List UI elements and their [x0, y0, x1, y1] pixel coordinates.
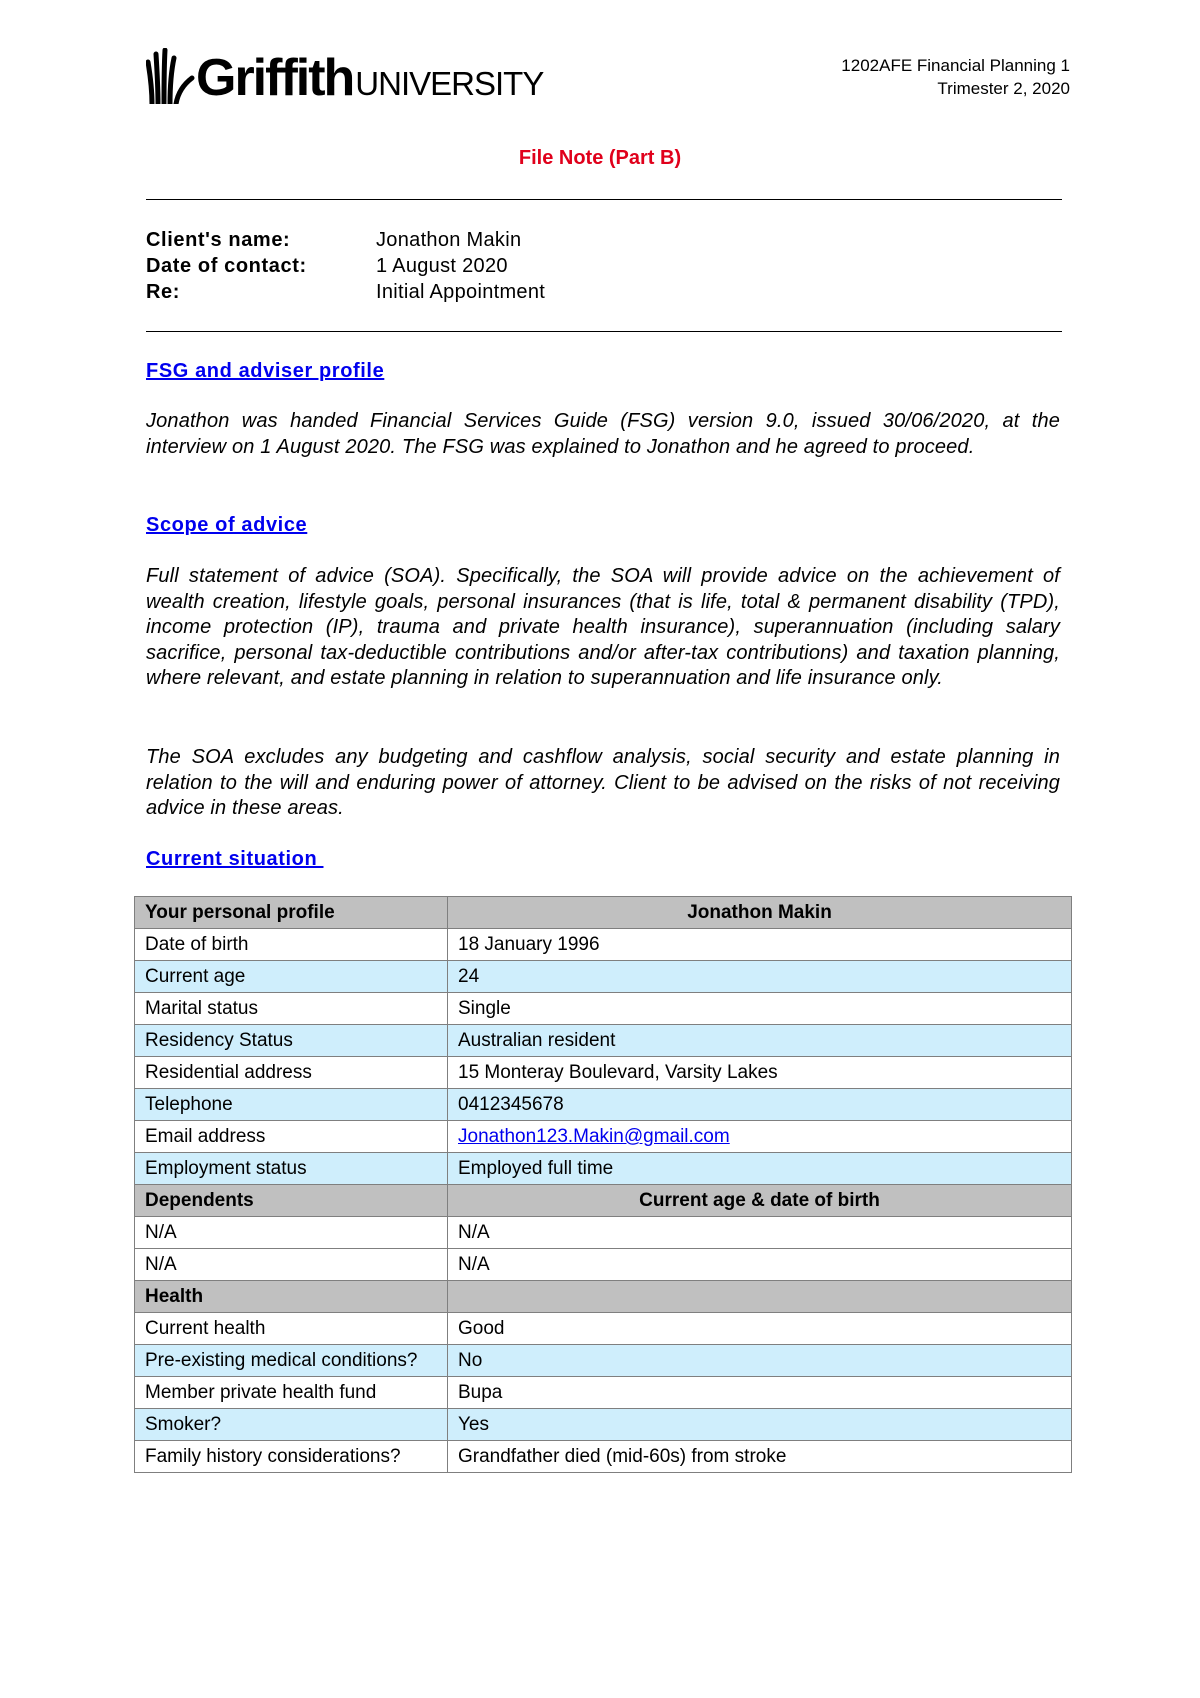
table-cell-value: Bupa: [448, 1377, 1072, 1409]
table-row: [135, 993, 1072, 1025]
heading-fsg-link[interactable]: FSG and adviser profile: [146, 360, 385, 382]
document-title: File Note (Part B): [518, 147, 682, 169]
table-cell-label: N/A: [135, 1249, 448, 1281]
table-cell-value: 15 Monteray Boulevard, Varsity Lakes: [448, 1057, 1072, 1089]
table-cell-label: Pre-existing medical conditions?: [135, 1345, 448, 1377]
course-info: [841, 54, 1070, 100]
table-cell-label: Current health: [135, 1313, 448, 1345]
table-cell-label: Employment status: [135, 1153, 448, 1185]
divider-top: [146, 199, 1062, 200]
table-cell-label: N/A: [135, 1217, 448, 1249]
table-cell-value: 0412345678: [448, 1089, 1072, 1121]
email-link[interactable]: Jonathon123.Makin@gmail.com: [458, 1126, 730, 1147]
table-cell-label: Smoker?: [135, 1409, 448, 1441]
table-cell-label: Residency Status: [135, 1025, 448, 1057]
table-cell-value: Yes: [448, 1409, 1072, 1441]
table-cell-value: Employed full time: [448, 1153, 1072, 1185]
table-cell-value: 24: [448, 961, 1072, 993]
griffith-logo: [146, 48, 544, 107]
table-cell-value: N/A: [448, 1217, 1072, 1249]
table-cell-value: Grandfather died (mid-60s) from stroke: [448, 1441, 1072, 1473]
heading-scope-link[interactable]: Scope of advice: [146, 514, 308, 536]
course-trimester: Trimester 2, 2020: [937, 79, 1070, 98]
table-cell-label: Date of birth: [135, 929, 448, 961]
meta-label: Client's name:: [146, 229, 291, 251]
table-cell-label: Family history considerations?: [135, 1441, 448, 1473]
table-cell-value: Jonathon Makin: [448, 897, 1072, 929]
meta-value: Jonathon Makin: [376, 229, 522, 251]
paragraph-fsg: Jonathon was handed Financial Services Guide (FSG) version 9.0, issued 30/06/2020, at the interview on 1 August 2020. The FSG was explained to Jonathon and he agreed to proceed.: [146, 410, 1060, 458]
table-row: [135, 1185, 1072, 1217]
table-row: [135, 1025, 1072, 1057]
table-cell-value: [448, 1121, 1072, 1153]
logo-text-bold: Griffith: [196, 49, 354, 107]
table-row: [135, 1313, 1072, 1345]
table-cell-value: Good: [448, 1313, 1072, 1345]
table-cell-value: Single: [448, 993, 1072, 1025]
course-code: 1202AFE Financial Planning 1: [841, 56, 1070, 75]
meta-value: 1 August 2020: [376, 255, 508, 277]
table-cell-label: Your personal profile: [135, 897, 448, 929]
table-cell-label: Email address: [135, 1121, 448, 1153]
table-cell-value: N/A: [448, 1249, 1072, 1281]
table-row: [135, 1057, 1072, 1089]
heading-current-situation-link[interactable]: Current situation: [146, 848, 324, 870]
table-cell-label: Marital status: [135, 993, 448, 1025]
table-row: [135, 1281, 1072, 1313]
table-cell-label: Health: [135, 1281, 448, 1313]
table-row: [135, 1409, 1072, 1441]
table-cell-value: Australian resident: [448, 1025, 1072, 1057]
client-meta: [146, 227, 545, 305]
table-cell-label: Dependents: [135, 1185, 448, 1217]
paragraph-scope: Full statement of advice (SOA). Specifically, the SOA will provide advice on the achievement of wealth creation, lifestyle goals, personal insurances (that is life, total & permanent disability (TPD), income protection (IP), trauma and private health insurance), superannuation (including salary sacrifice, personal tax-deductible contributions and/or after-tax contributions) and taxation planning, where relevant, and estate planning in relation to superannuation and life insurance only.: [146, 565, 1060, 689]
meta-row-re: [146, 279, 545, 305]
meta-label: Re:: [146, 281, 181, 303]
divider-bottom: [146, 331, 1062, 332]
table-row: [135, 897, 1072, 929]
table-cell-value: 18 January 1996: [448, 929, 1072, 961]
table-cell-value: Current age & date of birth: [448, 1185, 1072, 1217]
table-row: [135, 1249, 1072, 1281]
table-cell-label: Telephone: [135, 1089, 448, 1121]
table-cell-value: [448, 1281, 1072, 1313]
table-row: [135, 961, 1072, 993]
table-row: [135, 1441, 1072, 1473]
table-row: [135, 929, 1072, 961]
meta-value: Initial Appointment: [376, 281, 546, 303]
table-row: [135, 1377, 1072, 1409]
griffith-logo-icon: [146, 48, 196, 104]
table-row: [135, 1217, 1072, 1249]
table-cell-value: No: [448, 1345, 1072, 1377]
table-cell-label: Residential address: [135, 1057, 448, 1089]
table-row: [135, 1153, 1072, 1185]
table-row: [135, 1089, 1072, 1121]
table-row: [135, 1345, 1072, 1377]
table-row: [135, 1121, 1072, 1153]
logo-text-light: UNIVERSITY: [355, 65, 544, 102]
meta-row-date-of-contact: [146, 253, 545, 279]
meta-row-client-name: [146, 227, 545, 253]
personal-profile-table: [134, 896, 1072, 1473]
paragraph-exclusions: The SOA excludes any budgeting and cashflow analysis, social security and estate planning in relation to the will and enduring power of attorney. Client to be advised on the risks of not receiving advice in these areas.: [146, 746, 1060, 819]
table-cell-label: Current age: [135, 961, 448, 993]
meta-label: Date of contact:: [146, 255, 307, 277]
table-cell-label: Member private health fund: [135, 1377, 448, 1409]
